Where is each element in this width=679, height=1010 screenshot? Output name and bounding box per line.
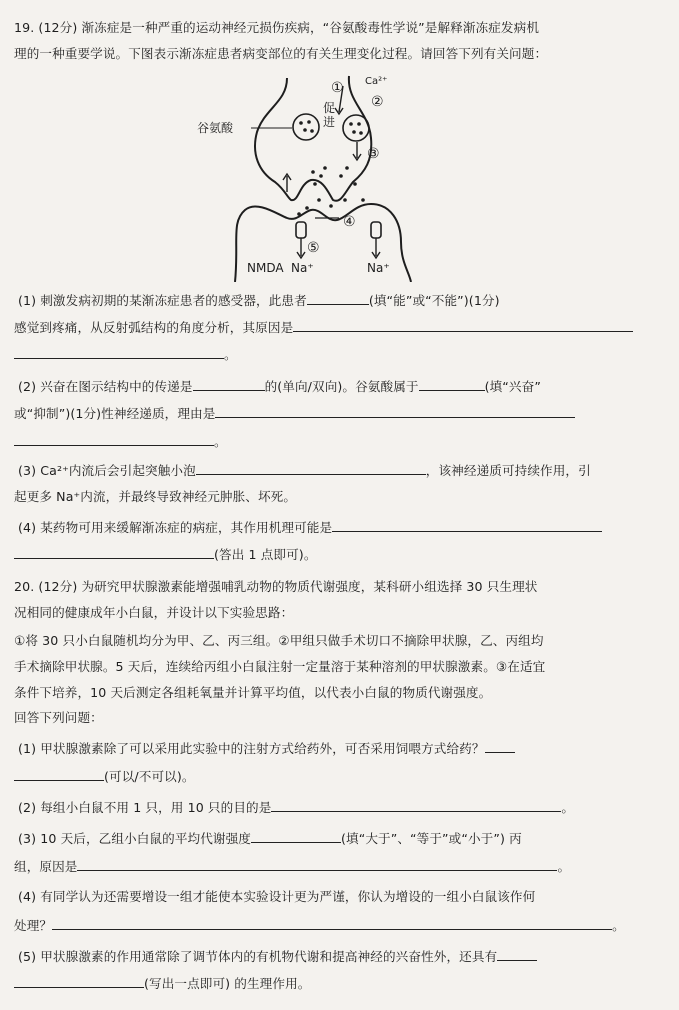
q19-p3-text-b: ，该神经递质可持续作用，引 bbox=[425, 463, 591, 478]
q19-p1-blank-c[interactable] bbox=[14, 346, 224, 359]
q19-p4-text-a: (4) 某药物可用来缓解渐冻症的病症，其作用机理可能是 bbox=[18, 520, 333, 535]
q19-p3-blank-a[interactable] bbox=[196, 462, 426, 475]
q20-intro-line2: 况相同的健康成年小白鼠，并设计以下实验思路： bbox=[14, 605, 294, 620]
q19-p3-line2: 起更多 Na⁺内流，并最终导致神经元肿胀、坏死。 bbox=[14, 489, 297, 504]
q19-p1-text-a: (1) 刺激发病初期的某渐冻症患者的感受器，此患者 bbox=[18, 293, 307, 308]
q19-p2-line1 bbox=[18, 378, 665, 395]
q19-p2-blank-d[interactable] bbox=[14, 433, 214, 446]
q20-p1-line1 bbox=[18, 740, 665, 757]
q20-step-line3: 条件下培养，10 天后测定各组耗氧量并计算平均值，以代表小白鼠的物质代谢强度。 bbox=[14, 685, 492, 700]
promote-label-2: 进 bbox=[323, 115, 336, 129]
q19-p2-blank-b[interactable] bbox=[419, 378, 485, 391]
q19-p1-blank-b[interactable] bbox=[293, 319, 633, 332]
q19-intro-line2: 理的一种重要学说。下图表示渐冻症患者病变部位的有关生理变化过程。请回答下列有关问题： bbox=[14, 46, 548, 61]
q19-p2-text-c: (填“兴奋” bbox=[484, 379, 541, 394]
marker-4: ④ bbox=[343, 214, 356, 230]
q19-p2-line2 bbox=[14, 405, 665, 422]
q19-p3-text-a: (3) Ca²⁺内流后会引起突触小泡 bbox=[18, 463, 196, 478]
na-label-left: Na⁺ bbox=[291, 261, 314, 275]
q19-p4-blank-a[interactable] bbox=[332, 519, 602, 532]
q20-p5-line2 bbox=[14, 975, 665, 992]
q19-p1-line3 bbox=[14, 346, 665, 363]
glutamate-label: 谷氨酸 bbox=[197, 121, 234, 135]
q20-p4-line2 bbox=[14, 917, 665, 934]
q19-p1-blank-a[interactable] bbox=[307, 292, 369, 305]
q20-p5-text-b: (写出一点即可) 的生理作用。 bbox=[144, 976, 311, 991]
q20-p3-blank-b[interactable] bbox=[77, 858, 557, 871]
q19-p1-end: 。 bbox=[224, 347, 237, 362]
vesicle-left bbox=[293, 114, 319, 140]
q19-p4-text-b: (答出 1 点即可)。 bbox=[214, 547, 317, 562]
promote-label-1: 促 bbox=[323, 101, 336, 115]
q19-p2-blank-c[interactable] bbox=[215, 405, 575, 418]
q20-p5-blank-b[interactable] bbox=[14, 975, 144, 988]
marker-1: ① bbox=[331, 80, 344, 96]
q20-p3-blank-a[interactable] bbox=[251, 830, 341, 843]
q20-p5-text-a: (5) 甲状腺激素的作用通常除了调节体内的有机物代谢和提高神经的兴奋性外，还具有 bbox=[18, 949, 498, 964]
q19-p2-line3 bbox=[14, 433, 665, 450]
q19-p1-line2 bbox=[14, 319, 665, 336]
q20-intro-line1: 20. (12分) 为研究甲状腺激素能增强哺乳动物的物质代谢强度，某科研小组选择 30 只生理状 bbox=[14, 579, 538, 594]
q20-p3-text-c: 组，原因是 bbox=[14, 859, 78, 874]
q19-p4-line1 bbox=[18, 519, 665, 536]
q20-p3-line1 bbox=[18, 830, 665, 847]
q19-p2-end: 。 bbox=[214, 434, 227, 449]
q20-p1-line2 bbox=[14, 768, 665, 785]
calcium-label: Ca²⁺ bbox=[365, 76, 388, 87]
q20-p1-text-b: (可以/不可以)。 bbox=[104, 769, 195, 784]
q20-p4-blank-a[interactable] bbox=[52, 917, 612, 930]
q19-p2-blank-a[interactable] bbox=[193, 378, 265, 391]
q20-step-line1: ①将 30 只小白鼠随机均分为甲、乙、丙三组。②甲组只做手术切口不摘除甲状腺，乙、丙组均 bbox=[14, 633, 544, 648]
q20-p2-blank-a[interactable] bbox=[271, 799, 561, 812]
q19-p4-line2 bbox=[14, 546, 665, 563]
q20-p3-text-b: (填“大于”、“等于”或“小于”) 丙 bbox=[340, 831, 522, 846]
q20-answer-prompt: 回答下列问题： bbox=[14, 710, 103, 725]
q20-p3-end: 。 bbox=[557, 859, 571, 874]
vesicle-right bbox=[343, 115, 369, 141]
q19-p3-line1 bbox=[18, 462, 665, 479]
q20-p1-blank-a[interactable] bbox=[485, 740, 515, 753]
q20-step-line2: 手术摘除甲状腺。5 天后，连续给丙组小白鼠注射一定量溶于某种溶剂的甲状腺激素。③在适宜 bbox=[14, 659, 546, 674]
q20-p2-text-a: (2) 每组小白鼠不用 1 只，用 10 只的目的是 bbox=[18, 800, 272, 815]
na-label-right: Na⁺ bbox=[367, 261, 390, 275]
q19-intro-line1: 19. (12分) 渐冻症是一种严重的运动神经元损伤疾病，“谷氨酸毒性学说”是解释渐冻症发病机 bbox=[14, 20, 540, 35]
q20-p3-line2 bbox=[14, 858, 665, 875]
synapse-diagram bbox=[195, 72, 455, 282]
q19-p2-text-a: (2) 兴奋在图示结构中的传递是 bbox=[18, 379, 193, 394]
q20-p4-line1: (4) 有同学认为还需要增设一组才能使本实验设计更为严谨，你认为增设的一组小白鼠该作何 bbox=[18, 889, 536, 904]
q19-p4-blank-b[interactable] bbox=[14, 546, 214, 559]
q20-p2-line1 bbox=[18, 799, 665, 816]
q20-p4-text-a: 处理？ bbox=[14, 918, 53, 933]
q19-p1-text-c: 感觉到疼痛，从反射弧结构的角度分析，其原因是 bbox=[14, 320, 294, 335]
q20-p3-text-a: (3) 10 天后，乙组小白鼠的平均代谢强度 bbox=[18, 831, 251, 846]
q20-p2-end: 。 bbox=[561, 800, 575, 815]
q20-p5-blank-a[interactable] bbox=[497, 948, 537, 961]
marker-2: ② bbox=[371, 94, 384, 110]
q19-p2-text-b: 的(单向/双向)。谷氨酸属于 bbox=[264, 379, 419, 394]
vesicle-dots bbox=[297, 120, 365, 216]
q20-p1-blank-b[interactable] bbox=[14, 768, 104, 781]
nmda-receptor bbox=[296, 222, 306, 238]
q19-p1-line1 bbox=[18, 292, 665, 309]
q20-p4-end: 。 bbox=[612, 918, 625, 933]
marker-5: ⑤ bbox=[307, 240, 320, 256]
q19-p1-text-b: (填“能”或“不能”)(1分) bbox=[368, 293, 500, 308]
nmda-label: NMDA bbox=[247, 261, 284, 275]
q19-p2-text-d: 或“抑制”)(1分)性神经递质，理由是 bbox=[14, 406, 216, 421]
q20-p5-line1 bbox=[18, 948, 665, 965]
marker-3: ③ bbox=[367, 146, 380, 162]
na-channel-right bbox=[371, 222, 381, 238]
q20-p1-text-a: (1) 甲状腺激素除了可以采用此实验中的注射方式给药外，可否采用饲喂方式给药？ bbox=[18, 741, 485, 756]
synapse-svg bbox=[195, 72, 455, 282]
